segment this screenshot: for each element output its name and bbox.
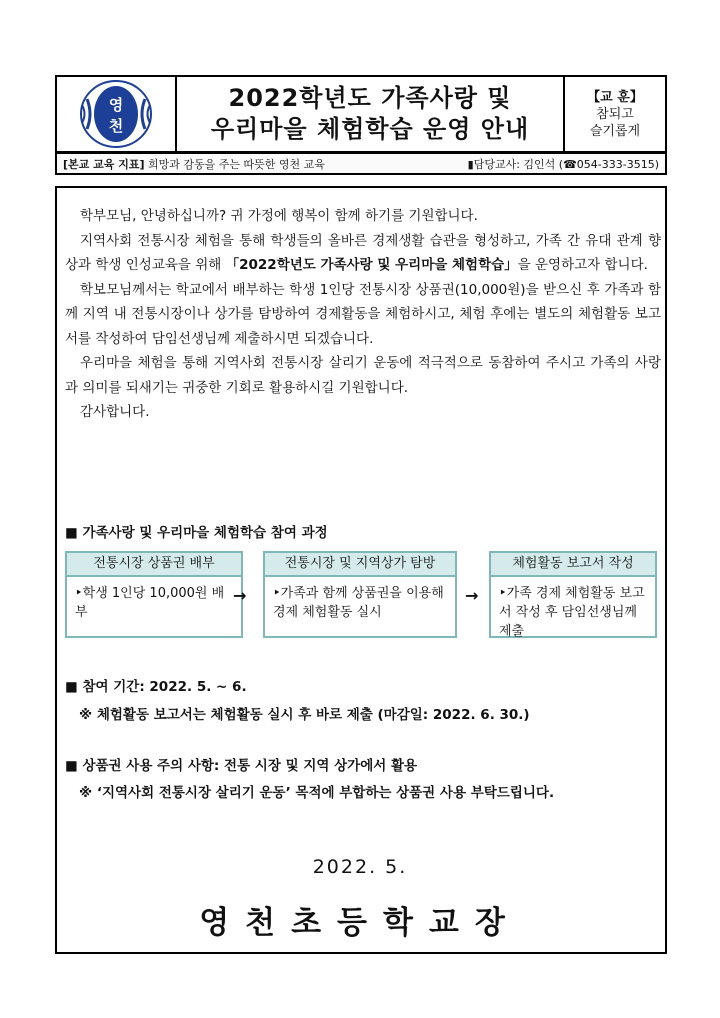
purpose-text-pre: 지역사회 전통시장 체험을 통해 학생들의 올바른 경제생활 습관을 형성하고, 가족 간 유대 관계 향상과 학생 인성교육을 위해 [65,232,661,273]
motto-line-2: 슬기롭게 [589,123,641,139]
motto-cell [565,77,665,151]
program-name: 「2022학년도 가족사랑 및 우리마을 체험학습」 [225,257,518,273]
education-goal-text: 희망과 감동을 주는 따뜻한 영천 교육 [147,157,325,171]
greeting-paragraph: 학부모님, 안녕하십니까? 귀 가정에 행복이 함께 하기를 기원합니다. [80,208,478,224]
purpose-text-post: 을 운영하고자 합니다. [517,257,648,273]
process-heading: ■ 가족사랑 및 우리마을 체험학습 참여 과정 [65,525,328,541]
process-step-1-body: ‣학생 1인당 10,000원 배부 [75,586,225,620]
education-goal [63,156,325,172]
document-header [55,75,667,153]
motto-line-1: 참되고 [596,106,634,122]
principal-signature: 영천초등학교장 [199,905,521,941]
process-step-2-body: ‣가족과 함께 상품권을 이용해 경제 체험활동 실시 [273,586,444,620]
issue-date: 2022. 5. [312,856,408,878]
process-step-1 [65,551,243,638]
process-step-3-body: ‣가족 경제 체험활동 보고서 작성 후 담임선생님께 제출 [499,586,645,639]
logo-cell [57,77,177,151]
process-arrow-1: → [233,586,247,605]
period-heading: ■ 참여 기간: 2022. 5. ~ 6. [65,679,247,695]
logo-char-2: 천 [108,117,124,135]
logo-char-1: 영 [108,96,124,114]
process-step-2-title: 전통시장 및 지역상가 탐방 [265,553,455,577]
period-note: ※ 체험활동 보고서는 체험활동 실시 후 바로 제출 (마감일: 2022. 6. 30.) [79,707,530,723]
process-step-2 [263,551,457,638]
teacher-contact: ▮담당교사: 김인석 (☎054-333-3515) [467,157,659,171]
title-line-2: 우리마을 체험학습 운영 안내 [210,115,530,143]
caution-note: ※ ‘지역사회 전통시장 살리기 운동’ 목적에 부합하는 상품권 사용 부탁드립니다. [79,785,555,801]
purpose-paragraph [65,229,661,278]
process-arrow-2: → [465,586,479,605]
school-logo [79,79,153,149]
caution-heading: ■ 상품권 사용 주의 사항: 전통 시장 및 지역 상가에서 활용 [65,758,418,774]
process-step-3 [489,551,657,638]
title-line-1: 2022학년도 가족사랑 및 [228,84,512,112]
process-step-1-title: 전통시장 상품권 배부 [67,553,241,577]
title-cell [177,77,565,151]
instruction-paragraph: 학보모님께서는 학교에서 배부하는 학생 1인당 전통시장 상품권(10,000원)을 받으신 후 가족과 함께 지역 내 전통시장이나 상가를 탐방하여 경제활동을 체험하시고, 체험 후에는 별도의 체험활동 보고서를 작성하여 담임선생님께 제출하시면 되겠습니다. [65,281,661,347]
education-goal-label: [본교 교육 지표] [63,157,145,171]
main-content [55,186,667,954]
motto-label: 【교 훈】 [587,89,643,105]
thanks-line: 감사합니다. [80,404,150,420]
closing-paragraph: 우리마을 체험을 통해 지역사회 전통시장 살리기 운동에 적극적으로 동참하여 주시고 가족의 사랑과 의미를 되새기는 귀중한 기회로 활용하시길 기원합니다. [65,355,661,396]
letter-body [65,204,661,425]
info-bar [55,153,667,175]
process-step-3-title: 체험활동 보고서 작성 [491,553,655,577]
